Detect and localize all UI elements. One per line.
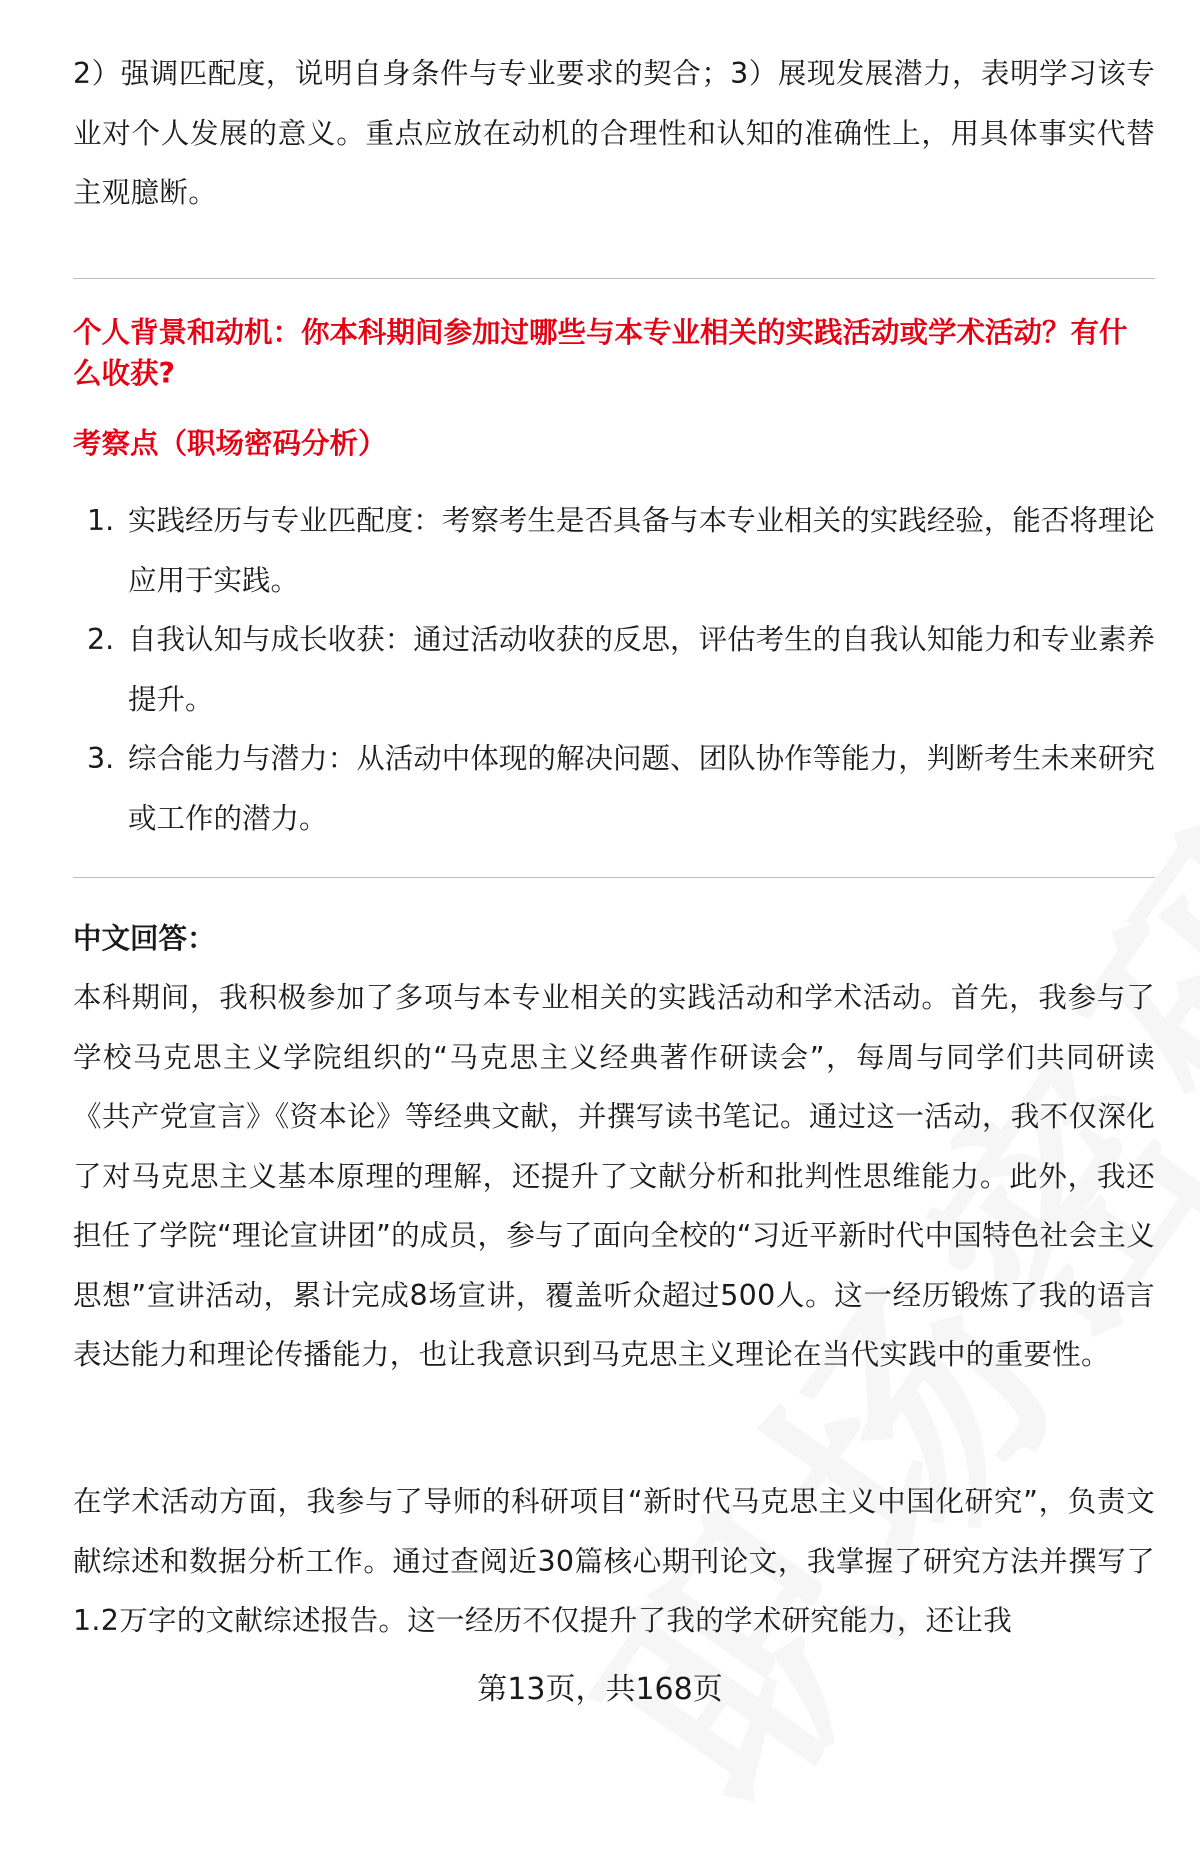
- list-item-text: 自我认知与成长收获：通过活动收获的反思，评估考生的自我认知能力和专业素养提升。: [128, 623, 1155, 716]
- divider-middle: [73, 877, 1155, 878]
- focus-heading: 考察点（职场密码分析）: [73, 427, 387, 460]
- list-item-text: 综合能力与潜力：从活动中体现的解决问题、团队协作等能力，判断考生未来研究或工作的潜力。: [128, 742, 1155, 835]
- answer-paragraph-1: 本科期间，我积极参加了多项与本专业相关的实践活动和学术活动。首先，我参与了学校马克思主义学院组织的“马克思主义经典著作研读会”，每周与同学们共同研读《共产党宣言》《资本论》等经典文献，并撰写读书笔记。通过这一活动，我不仅深化了对马克思主义基本原理的理解，还提升了文献分析和批判性思维能力。此外，我还担任了学院“理论宣讲团”的成员，参与了面向全校的“习近平新时代中国特色社会主义思想”宣讲活动，累计完成8场宣讲，覆盖听众超过500人。这一经历锻炼了我的语言表达能力和理论传播能力，也让我意识到马克思主义理论在当代实践中的重要性。: [73, 981, 1155, 1371]
- divider-top: [73, 278, 1155, 279]
- list-number: 1.: [87, 504, 115, 537]
- answer-paragraph-2: 在学术活动方面，我参与了导师的科研项目“新时代马克思主义中国化研究”，负责文献综述和数据分析工作。通过查阅近30篇核心期刊论文，我掌握了研究方法并撰写了1.2万字的文献综述报告。这一经历不仅提升了我的学术研究能力，还让我: [73, 1485, 1155, 1637]
- list-number: 2.: [87, 623, 115, 656]
- list-item-text: 实践经历与专业匹配度：考察考生是否具备与本专业相关的实践经验，能否将理论应用于实践。: [128, 504, 1155, 597]
- list-number: 3.: [87, 742, 115, 775]
- focus-list-item: [73, 610, 1155, 729]
- question-heading: 个人背景和动机：你本科期间参加过哪些与本专业相关的实践活动或学术活动？有什么收获?: [73, 316, 1128, 390]
- intro-paragraph: 2）强调匹配度，说明自身条件与专业要求的契合；3）展现发展潜力，表明学习该专业对个人发展的意义。重点应放在动机的合理性和认知的准确性上，用具体事实代替主观臆断。: [73, 57, 1155, 209]
- page-number-footer: 第13页，共168页: [477, 1672, 723, 1707]
- answer-heading: 中文回答：: [73, 922, 216, 955]
- focus-list-item: [73, 729, 1155, 848]
- focus-list-item: [73, 491, 1155, 610]
- focus-list: [73, 491, 1155, 848]
